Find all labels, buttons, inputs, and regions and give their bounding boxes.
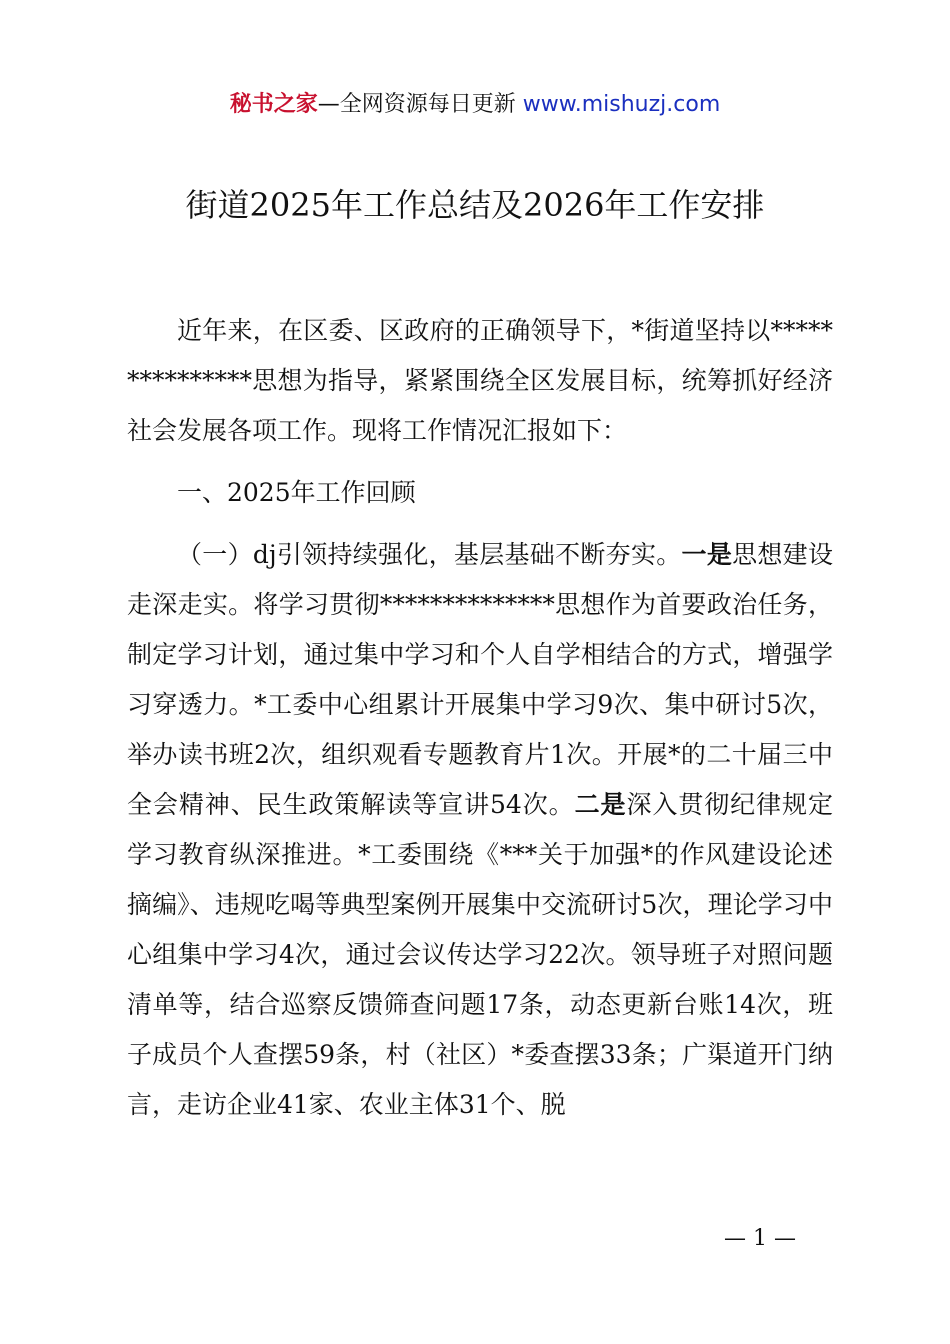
site-url-link[interactable]: www.mishuzj.com (522, 92, 721, 117)
intro-paragraph: 近年来，在区委、区政府的正确领导下，*街道坚持以***************思想为指导，紧紧围绕全区发展目标，统筹抓好经济社会发展各项工作。现将工作情况汇报如下： (127, 316, 833, 445)
brand-name: 秘书之家 (229, 92, 318, 117)
point-one-label: 一是 (681, 540, 733, 569)
body-paragraph (127, 530, 833, 1130)
point-two-text: 深入贯彻纪律规定学习教育纵深推进。*工委围绕《***关于加强*的作风建设论述摘编》、违规吃喝等典型案例开展集中交流研讨5次，理论学习中心组集中学习4次，通过会议传达学习22次。领导班子对照问题清单等，结合巡察反馈筛查问题17条，动态更新台账14次，班子成员个人查摆59条，村（社区）*委查摆33条；广渠道开门纳言，走访企业41家、农业主体31个、脱 (127, 790, 833, 1119)
point-two-label: 二是 (574, 790, 627, 819)
site-header (0, 88, 950, 122)
point-one-text: 思想建设走深走实。将学习贯彻**************思想作为首要政治任务，制定学习计划，通过集中学习和个人自学相结合的方式，增强学习穿透力。*工委中心组累计开展集中学习9次、集中研讨5次，举办读书班2次，组织观看专题教育片1次。开展*的二十届三中全会精神、民生政策解读等宣讲54次。 (127, 540, 833, 819)
section-heading: 一、2025年工作回顾 (177, 478, 416, 507)
page-number: — 1 — (724, 1226, 796, 1251)
header-tagline: —全网资源每日更新 (317, 92, 523, 117)
document-title: 街道2025年工作总结及2026年工作安排 (185, 186, 765, 224)
paragraph-lead: （一）dj引领持续强化，基层基础不断夯实。 (177, 540, 682, 569)
